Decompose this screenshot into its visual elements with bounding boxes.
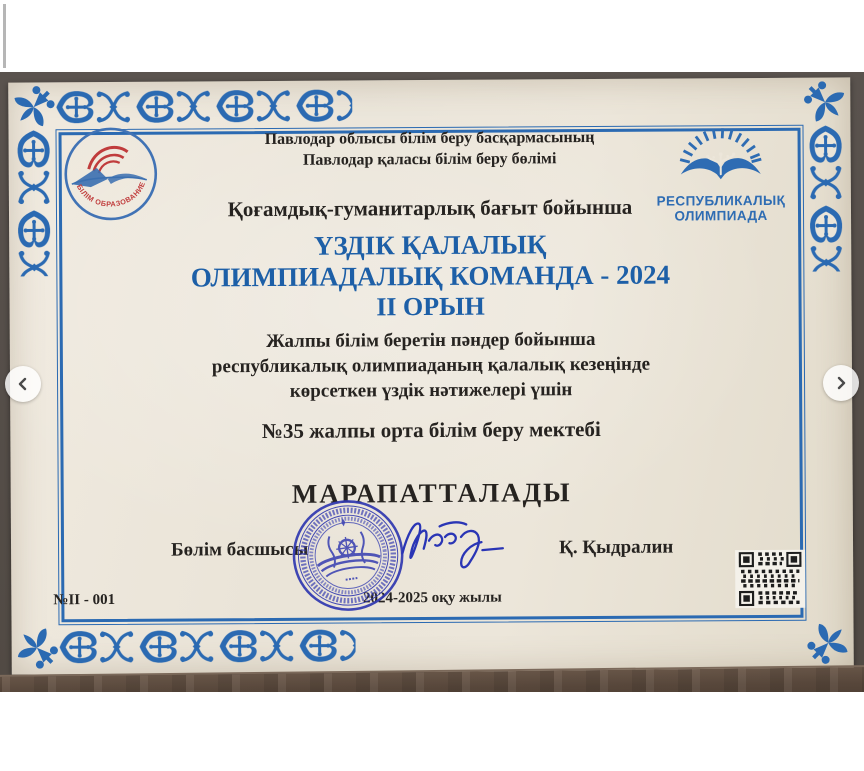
serial-number: №II - 001 (53, 591, 116, 609)
issuer-line-2: Павлодар қаласы білім беру бөлімі (302, 150, 557, 169)
tulip-corner-icon (12, 84, 56, 128)
tulip-corner-icon (806, 621, 850, 665)
prev-image-button[interactable] (5, 366, 41, 402)
recipient-line: №35 жалпы орта білім беру мектебі (261, 416, 601, 444)
signer-name: Қ. Қыдралин (558, 536, 674, 559)
certificate-photo (0, 72, 864, 692)
issuer-lines (8, 125, 850, 172)
body-line-3: көрсеткен үздік нәтижелері үшін (289, 379, 573, 402)
ornament-border-top (52, 86, 352, 126)
certificate (8, 77, 854, 674)
award-word: МАРАПАТТАЛАДЫ (291, 477, 572, 509)
tulip-corner-icon (802, 79, 846, 123)
certificate-title-line-2: ОЛИМПИАДАЛЫҚ КОМАНДА - 2024 (190, 259, 671, 293)
place-line: II ОРЫН (376, 291, 485, 322)
certificate-title-line-1: ҮЗДІК ҚАЛАЛЫҚ (313, 229, 547, 261)
next-image-button[interactable] (823, 365, 859, 401)
issuer-line-1: Павлодар облысы білім беру басқармасының (264, 128, 595, 149)
qr-code-icon (735, 550, 805, 608)
signature-icon (389, 497, 517, 578)
chevron-right-icon (834, 376, 848, 390)
ornament-border-bottom (56, 626, 356, 666)
body-line-2: республикалық олимпиаданың қалалық кезеңінде (211, 353, 651, 378)
chevron-left-icon (16, 377, 30, 391)
screen-edge-line (3, 4, 6, 68)
svg-text:БІЛІМ ОБРАЗОВАНИЕ: БІЛІМ ОБРАЗОВАНИЕ (74, 180, 148, 209)
logo-right-label: РЕСПУБЛИКАЛЫҚ (656, 192, 786, 209)
school-year: 2024-2025 оқу жылы (362, 589, 502, 607)
tulip-corner-icon (16, 626, 60, 670)
body-line-1: Жалпы білім беретін пәндер бойынша (266, 328, 596, 353)
category-line: Қоғамдық-гуманитарлық бағыт бойынша (227, 194, 633, 222)
signer-role: Бөлім басшысы (170, 538, 309, 561)
logo-right-label: ОЛИМПИАДА (674, 207, 768, 224)
